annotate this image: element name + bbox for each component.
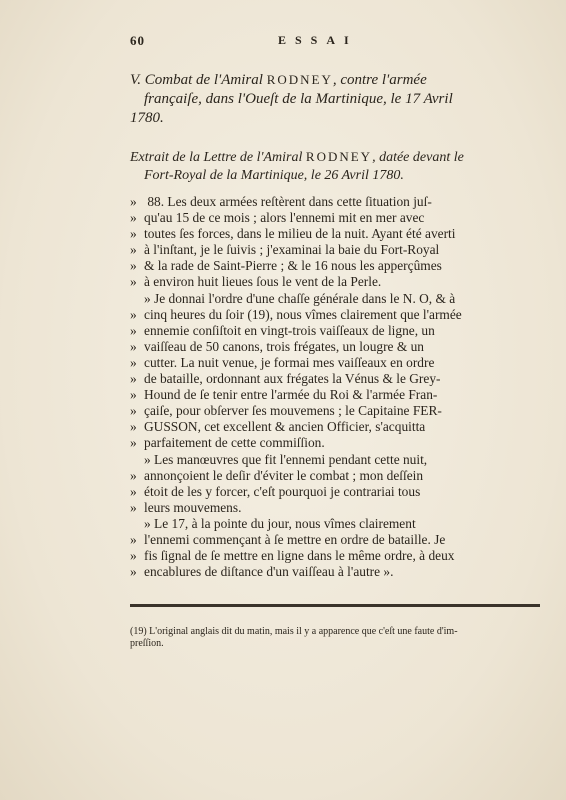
body-line	[130, 516, 540, 532]
letter-body	[130, 194, 540, 580]
body-line	[130, 339, 540, 355]
body-line-text: » Les manœuvres que fit l'ennemi pendant cette nuit,	[144, 451, 428, 467]
quote-mark: »	[130, 226, 137, 242]
body-line	[130, 355, 540, 371]
quote-mark: »	[130, 258, 137, 274]
letter-subtitle	[130, 148, 540, 185]
body-line	[130, 532, 540, 548]
title-line-3: 1780.	[130, 110, 164, 126]
footnote-line-1: (19) L'original anglais dit du matin, mais il y a apparence que c'eſt une faute d'im-	[130, 626, 458, 637]
body-line	[130, 564, 540, 580]
quote-mark: »	[130, 531, 137, 547]
quote-mark: »	[130, 467, 137, 483]
body-line	[130, 403, 540, 419]
body-line	[130, 387, 540, 403]
body-line-text: GUSSON, cet excellent & ancien Officier, s'acquitta	[144, 419, 426, 435]
quote-mark: »	[130, 435, 137, 451]
quote-mark: »	[130, 371, 137, 387]
quote-mark: »	[130, 499, 137, 515]
body-line-text: annonçoient le deſir d'éviter le combat ; mon deſſein	[144, 467, 424, 483]
body-line	[130, 371, 540, 387]
footnote-line-2: preſſion.	[130, 638, 164, 649]
body-line	[130, 468, 540, 484]
subtitle-admiral-name: RODNEY	[305, 149, 373, 164]
title-line-1-end: , contre l'armée	[332, 72, 427, 88]
title-admiral-name: RODNEY	[266, 72, 333, 87]
quote-mark: »	[130, 210, 137, 226]
body-line	[130, 226, 540, 242]
section-title	[130, 70, 540, 128]
quote-mark: »	[130, 322, 137, 338]
body-line	[130, 258, 540, 274]
body-line-text: 88. Les deux armées reſtèrent dans cette ſituation juſ-	[144, 194, 432, 209]
quote-mark: »	[130, 306, 137, 322]
quote-mark: »	[130, 419, 137, 435]
body-line-text: étoit de les y forcer, c'eſt pourquoi je contrariai tous	[144, 483, 421, 499]
body-line	[130, 452, 540, 468]
body-line	[130, 419, 540, 435]
quote-mark: »	[130, 387, 137, 403]
body-line-text: cinq heures du ſoir (19), nous vîmes clairement que l'armée	[144, 306, 462, 322]
page-header	[130, 33, 530, 49]
subtitle-line-1-end: , datée devant le	[372, 150, 464, 165]
body-line	[130, 484, 540, 500]
quote-mark: »	[130, 403, 137, 419]
footnote	[130, 626, 540, 650]
title-line-2: françaiſe, dans l'Oueſt de la Martinique, le 17 Avril	[144, 91, 453, 107]
body-line-text: çaiſe, pour obſerver ſes mouvemens ; le Capitaine FER-	[144, 403, 442, 419]
running-title: ESSAI	[278, 33, 358, 47]
quote-mark: »	[130, 564, 137, 580]
body-line-text: toutes ſes forces, dans le milieu de la nuit. Ayant été averti	[144, 226, 456, 242]
body-line	[130, 307, 540, 323]
body-line-text: leurs mouvemens.	[144, 499, 242, 515]
body-line-text: & la rade de Saint-Pierre ; & le 16 nous les apperçûmes	[144, 258, 442, 274]
body-line	[130, 323, 540, 339]
body-line	[130, 242, 540, 258]
body-line-text: cutter. La nuit venue, je formai mes vaiſſeaux en ordre	[144, 354, 435, 370]
quote-mark: »	[130, 338, 137, 354]
body-line-text: » Le 17, à la pointe du jour, nous vîmes clairement	[144, 515, 416, 531]
quote-mark: »	[130, 274, 137, 290]
body-line	[130, 194, 540, 210]
body-line-text: ennemie conſiſtoit en vingt-trois vaiſſeaux de ligne, un	[144, 322, 435, 338]
body-line-text: fis ſignal de ſe mettre en ligne dans le même ordre, à deux	[144, 548, 455, 564]
quote-mark: »	[130, 194, 137, 209]
quote-mark: »	[130, 354, 137, 370]
body-line-text: l'ennemi commençant à ſe mettre en ordre de bataille. Je	[144, 531, 446, 547]
body-line-text: à l'inſtant, je le ſuivis ; j'examinai la baie du Fort-Royal	[144, 242, 440, 258]
title-line-1: V. Combat de l'Amiral	[130, 72, 263, 88]
body-line-text: » Je donnai l'ordre d'une chaſſe générale dans le N. O, & à	[144, 290, 456, 306]
body-line-text: encablures de diſtance d'un vaiſſeau à l'autre ».	[144, 564, 394, 580]
quote-mark: »	[130, 242, 137, 258]
body-line-text: parfaitement de cette commiſſion.	[144, 435, 325, 451]
body-line	[130, 210, 540, 226]
body-line	[130, 500, 540, 516]
quote-mark: »	[130, 548, 137, 564]
subtitle-line-2: Fort-Royal de la Martinique, le 26 Avril 1780.	[144, 168, 404, 183]
page-number: 60	[130, 33, 145, 48]
quote-mark: »	[130, 483, 137, 499]
body-line	[130, 274, 540, 290]
body-line-text: à environ huit lieues ſous le vent de la Perle.	[144, 274, 382, 290]
body-line	[130, 548, 540, 564]
subtitle-line-1: Extrait de la Lettre de l'Amiral	[130, 150, 303, 165]
body-line-text: qu'au 15 de ce mois ; alors l'ennemi mit en mer avec	[144, 210, 425, 226]
body-line-text: Hound de ſe tenir entre l'armée du Roi & l'armée Fran-	[144, 387, 438, 403]
body-line-text: vaiſſeau de 50 canons, trois frégates, un lougre & un	[144, 338, 425, 354]
body-line	[130, 291, 540, 307]
body-line	[130, 435, 540, 451]
body-line-text: de bataille, ordonnant aux frégates la Vénus & le Grey-	[144, 371, 441, 387]
footnote-separator	[130, 604, 540, 607]
